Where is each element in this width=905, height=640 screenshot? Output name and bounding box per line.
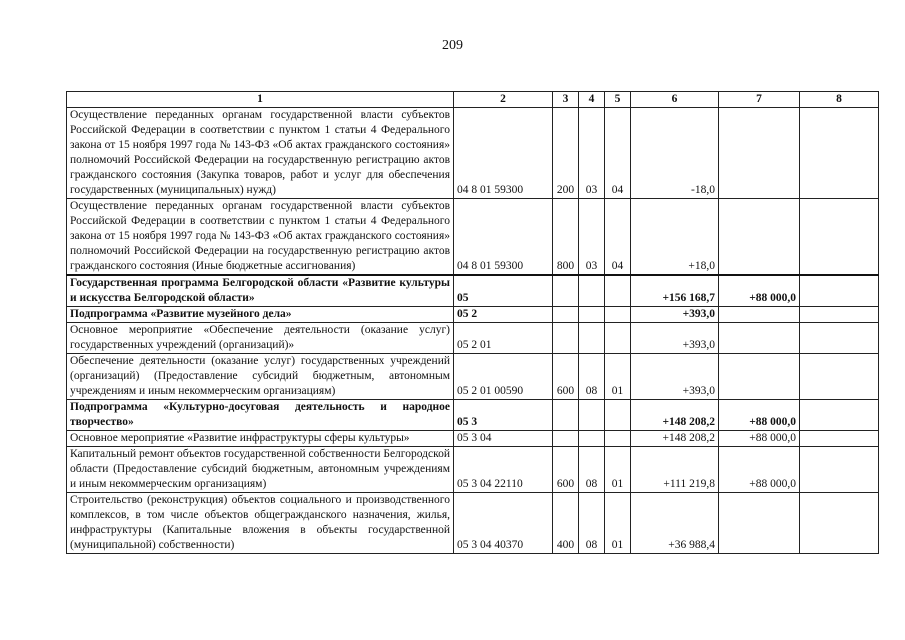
row-cell: +88 000,0 <box>719 431 800 447</box>
table-row <box>67 323 879 354</box>
row-cell: 01 <box>605 493 631 554</box>
row-cell: +148 208,2 <box>631 431 719 447</box>
row-cell: +393,0 <box>631 307 719 323</box>
row-description: Строительство (реконструкция) объектов социального и производственного комплексов, в том числе объектов общегражданского назначения, жилья, инфраструктуры (Капитальные вложения в объекты государственной (муниципальной) собственности) <box>67 493 454 554</box>
row-cell: 600 <box>553 447 579 493</box>
column-header: 4 <box>579 92 605 108</box>
table-row <box>67 199 879 276</box>
row-description: Капитальный ремонт объектов государственной собственности Белгородской области (Предоставление субсидий бюджетным, автономным учреждениям и иным некоммерческим организациям) <box>67 447 454 493</box>
row-cell: 03 <box>579 199 605 276</box>
row-code: 05 3 04 <box>454 431 553 447</box>
column-header: 8 <box>800 92 879 108</box>
column-header: 7 <box>719 92 800 108</box>
row-description: Основное мероприятие «Обеспечение деятельности (оказание услуг) государственных учреждений (организаций)» <box>67 323 454 354</box>
row-cell: 400 <box>553 493 579 554</box>
row-cell <box>553 431 579 447</box>
row-cell: -18,0 <box>631 108 719 199</box>
row-cell <box>800 493 879 554</box>
row-code: 04 8 01 59300 <box>454 108 553 199</box>
row-cell: 08 <box>579 493 605 554</box>
table-row <box>67 275 879 307</box>
row-cell: +36 988,4 <box>631 493 719 554</box>
row-cell <box>800 431 879 447</box>
table-row <box>67 108 879 199</box>
row-cell <box>605 323 631 354</box>
budget-table <box>66 91 879 554</box>
row-description: Подпрограмма «Культурно-досуговая деятельность и народное творчество» <box>67 400 454 431</box>
row-cell: 04 <box>605 108 631 199</box>
row-code: 05 3 <box>454 400 553 431</box>
row-cell: +88 000,0 <box>719 275 800 307</box>
column-header: 5 <box>605 92 631 108</box>
row-code: 05 3 04 40370 <box>454 493 553 554</box>
row-cell: +18,0 <box>631 199 719 276</box>
row-cell <box>800 447 879 493</box>
row-cell <box>553 400 579 431</box>
row-cell <box>579 323 605 354</box>
row-description: Обеспечение деятельности (оказание услуг) государственных учреждений (организаций) (Предоставление субсидий бюджетным, автономным учреждениям и иным некоммерческим организациям) <box>67 354 454 400</box>
column-header: 3 <box>553 92 579 108</box>
row-cell <box>800 275 879 307</box>
row-cell <box>719 354 800 400</box>
table-row <box>67 307 879 323</box>
row-cell: 08 <box>579 354 605 400</box>
row-cell <box>605 400 631 431</box>
table-row <box>67 447 879 493</box>
row-cell <box>800 400 879 431</box>
table-row <box>67 493 879 554</box>
row-cell: 03 <box>579 108 605 199</box>
row-cell <box>800 108 879 199</box>
row-cell: +88 000,0 <box>719 447 800 493</box>
row-code: 04 8 01 59300 <box>454 199 553 276</box>
row-cell <box>605 431 631 447</box>
row-cell <box>800 307 879 323</box>
row-cell: 01 <box>605 354 631 400</box>
row-cell: 01 <box>605 447 631 493</box>
column-header: 2 <box>454 92 553 108</box>
row-cell <box>605 275 631 307</box>
row-code: 05 2 01 <box>454 323 553 354</box>
row-cell <box>800 323 879 354</box>
table-row <box>67 431 879 447</box>
row-cell: +393,0 <box>631 354 719 400</box>
table-row <box>67 354 879 400</box>
row-code: 05 <box>454 275 553 307</box>
row-description: Осуществление переданных органам государственной власти субъектов Российской Федерации в соответствии с пунктом 1 статьи 4 Федерального закона от 15 ноября 1997 года № 143-ФЗ «Об актах гражданского состояния» полномочий Российской Федерации на государственную регистрацию актов гражданского состояния (Закупка товаров, работ и услуг для обеспечения государственных (муниципальных) нужд) <box>67 108 454 199</box>
table-row <box>67 400 879 431</box>
row-cell <box>719 323 800 354</box>
row-description: Государственная программа Белгородской области «Развитие культуры и искусства Белгородской области» <box>67 275 454 307</box>
row-cell <box>719 493 800 554</box>
row-cell <box>719 307 800 323</box>
row-cell <box>605 307 631 323</box>
row-cell: 08 <box>579 447 605 493</box>
row-description: Подпрограмма «Развитие музейного дела» <box>67 307 454 323</box>
row-cell <box>553 307 579 323</box>
row-description: Основное мероприятие «Развитие инфраструктуры сферы культуры» <box>67 431 454 447</box>
row-cell <box>800 199 879 276</box>
column-header-row <box>67 92 879 108</box>
row-cell: +393,0 <box>631 323 719 354</box>
row-cell: +111 219,8 <box>631 447 719 493</box>
row-cell <box>579 431 605 447</box>
row-cell: 600 <box>553 354 579 400</box>
row-cell <box>719 199 800 276</box>
row-cell: +156 168,7 <box>631 275 719 307</box>
row-cell <box>579 400 605 431</box>
row-cell: 200 <box>553 108 579 199</box>
row-cell <box>800 354 879 400</box>
column-header: 1 <box>67 92 454 108</box>
row-cell <box>579 307 605 323</box>
row-cell: +88 000,0 <box>719 400 800 431</box>
row-cell: +148 208,2 <box>631 400 719 431</box>
row-code: 05 2 <box>454 307 553 323</box>
row-cell: 800 <box>553 199 579 276</box>
row-cell <box>579 275 605 307</box>
column-header: 6 <box>631 92 719 108</box>
row-cell: 04 <box>605 199 631 276</box>
row-cell <box>553 323 579 354</box>
row-code: 05 2 01 00590 <box>454 354 553 400</box>
page-number: 209 <box>442 38 463 53</box>
row-code: 05 3 04 22110 <box>454 447 553 493</box>
row-cell <box>719 108 800 199</box>
row-description: Осуществление переданных органам государственной власти субъектов Российской Федерации в соответствии с пунктом 1 статьи 4 Федерального закона от 15 ноября 1997 года № 143-ФЗ «Об актах гражданского состояния» полномочий Российской Федерации на государственную регистрацию актов гражданского состояния (Иные бюджетные ассигнования) <box>67 199 454 276</box>
row-cell <box>553 275 579 307</box>
